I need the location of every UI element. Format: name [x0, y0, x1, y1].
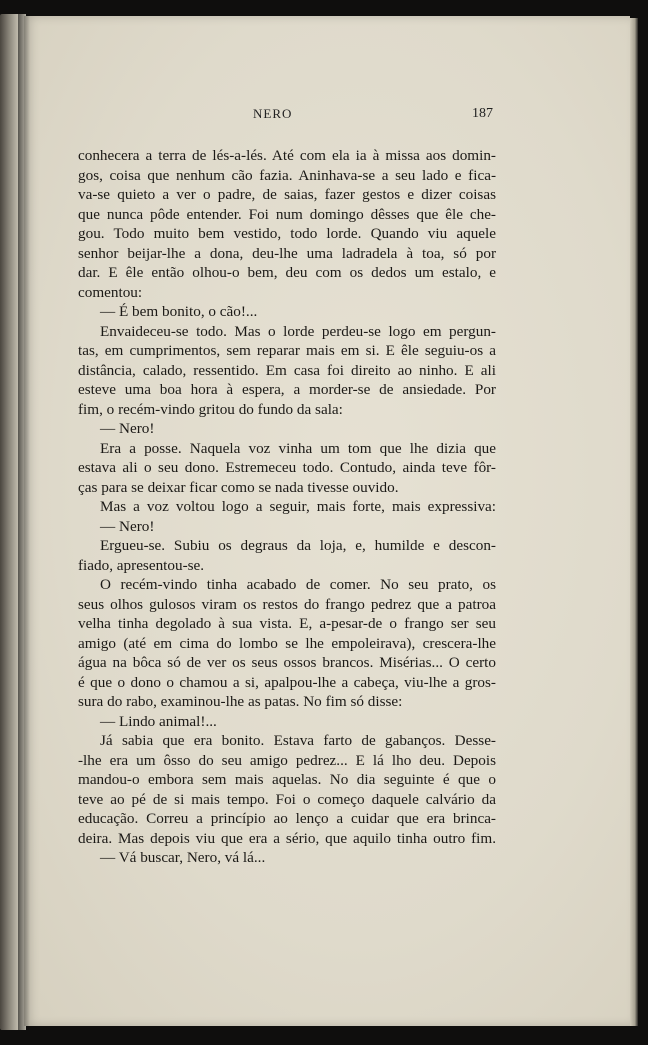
text-line: educação. Correu a princípio ao lenço a cuidar que era brinca- — [78, 810, 496, 827]
text-line: tas, em cumprimentos, sem reparar mais em si. E êle seguiu-os a — [78, 342, 496, 359]
text-line: fim, o recém-vindo gritou do fundo da sala: — [78, 400, 343, 418]
text-line: — É bem bonito, o cão!... — [100, 303, 258, 320]
chapter-title: NERO — [253, 106, 293, 121]
text-line: — Lindo animal!... — [100, 712, 217, 730]
text-line: conhecera a terra de lés-a-lés. Até com ela ia à missa aos domin- — [78, 147, 496, 164]
text-line: -lhe era um ôsso do seu amigo pedrez... E lá lho deu. Depois — [78, 751, 496, 769]
text-line: água na bôca só de ver os seus ossos brancos. Misérias... O certo — [78, 654, 496, 671]
text-line: esteve uma boa hora à espera, a morder-se de ansiedade. Por — [78, 381, 496, 398]
text-line: — Nero! — [100, 517, 155, 535]
text-line: ças para se deixar ficar como se nada tivesse ouvido. — [78, 478, 399, 496]
text-line: va-se quieto a ver o padre, de saias, fazer gestos e dizer coisas — [78, 186, 496, 203]
text-line: sura do rabo, examinou-lhe as patas. No fim só disse: — [78, 693, 403, 710]
text-line: amigo (até em cima do lombo se lhe empoleirava), crescera-lhe — [78, 634, 496, 652]
text-line: gou. Todo muito bem vestido, todo lorde. Quando viu aquele — [78, 225, 496, 242]
book-gutter-shadow — [18, 14, 30, 1030]
page-fore-edge — [630, 18, 638, 1026]
text-line: O recém-vindo tinha acabado de comer. No seu prato, os — [100, 576, 496, 593]
text-line: fiado, apresentou-se. — [78, 556, 205, 574]
text-line: seus olhos gulosos viram os restos do frango pedrez que a patroa — [78, 595, 496, 613]
text-line: senhor beijar-lhe a dona, deu-lhe uma ladradela à toa, só por — [78, 244, 496, 262]
text-line: mandou-o embora sem mais aquelas. No dia seguinte é que o — [78, 771, 496, 788]
text-line: — Vá buscar, Nero, vá lá... — [100, 849, 266, 866]
text-line: Mas a voz voltou logo a seguir, mais forte, mais expressiva: — [100, 498, 496, 515]
text-line: teve ao pé de si mais tempo. Foi o começo daquele calvário da — [78, 790, 496, 808]
running-head — [0, 104, 648, 128]
text-line: deira. Mas depois viu que era a sério, que aquilo tinha outro fim. — [78, 829, 496, 847]
text-line: distância, calado, ressentido. Em casa foi direito ao ninho. E ali — [78, 361, 496, 379]
text-line: Ergueu-se. Subiu os degraus da loja, e, humilde e descon- — [100, 537, 496, 554]
text-line: Era a posse. Naquela voz vinha um tom que lhe dizia que — [100, 439, 496, 457]
text-line: Envaideceu-se todo. Mas o lorde perdeu-se logo em pergun- — [100, 322, 496, 340]
text-line: gos, coisa que nenhum cão fazia. Aninhava-se a seu lado e fica- — [78, 166, 496, 184]
text-line: Já sabia que era bonito. Estava farto de gabanços. Desse- — [100, 732, 496, 749]
text-line: que nunca pôde entender. Foi num domingo dêsses que êle che- — [78, 205, 496, 223]
text-line: é que o dono o chamou a si, apalpou-lhe a cabeça, viu-lhe a gros- — [78, 673, 496, 691]
page-number: 187 — [472, 106, 493, 121]
text-line: — Nero! — [100, 420, 155, 437]
text-line: estava ali o seu dono. Estremeceu todo. Contudo, ainda teve fôr- — [78, 459, 496, 476]
text-line: dar. E êle então olhou-o bem, deu com os dedos um estalo, e — [78, 264, 496, 281]
text-line: velha tinha degolado à sua vista. E, a-pesar-de o frango ser seu — [78, 615, 496, 632]
text-line: comentou: — [78, 283, 143, 301]
body-text — [78, 146, 496, 868]
